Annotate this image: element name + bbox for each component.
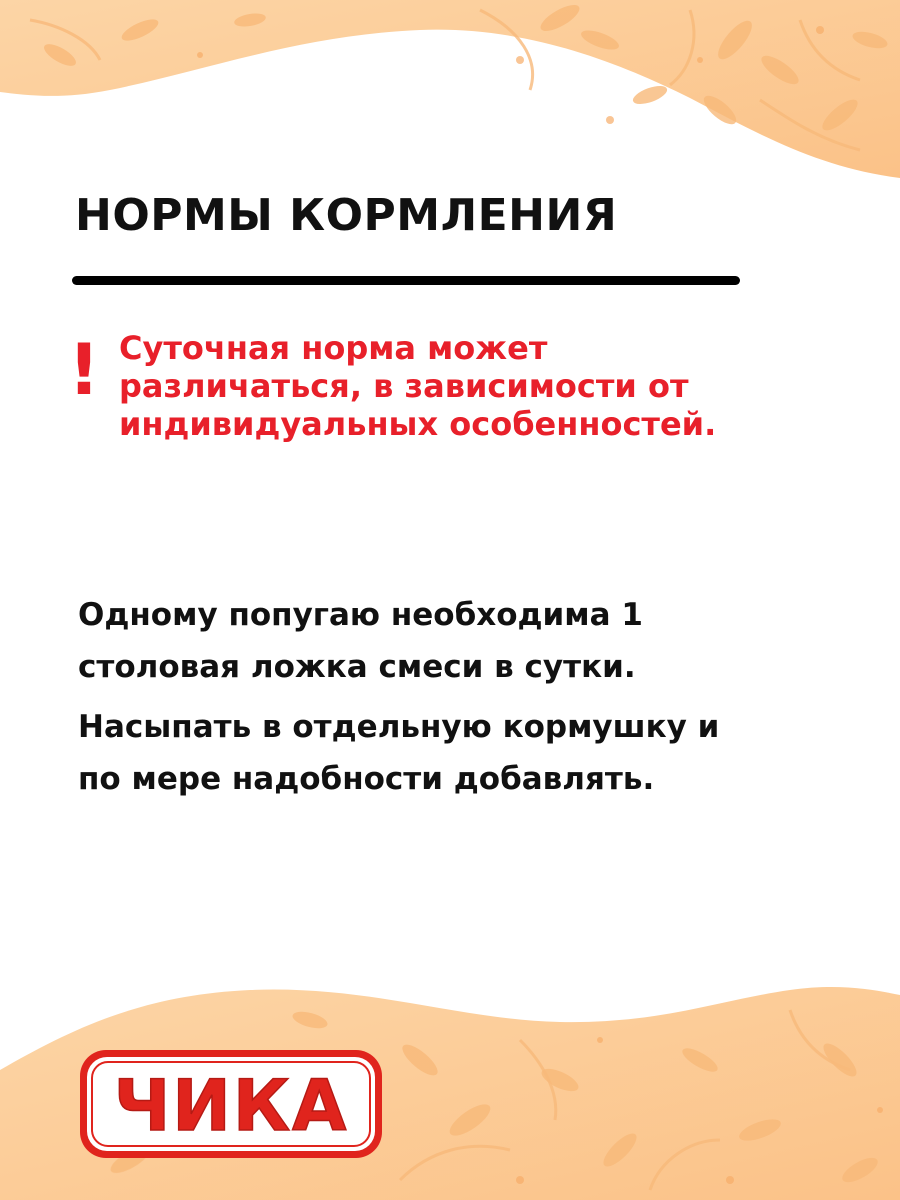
paragraph-line: Одному попугаю необходима 1	[78, 597, 643, 633]
title-underline	[72, 276, 740, 285]
warning-note	[119, 329, 759, 443]
chika-logo	[78, 1048, 384, 1160]
paragraph-line: столовая ложка смеси в сутки.	[78, 649, 636, 685]
warning-line: различаться, в зависимости от	[119, 367, 689, 405]
page-title: НОРМЫ КОРМЛЕНИЯ	[75, 190, 618, 241]
feeder-instruction-paragraph	[78, 701, 818, 805]
logo-wordmark: ЧИКА	[113, 1065, 349, 1147]
warning-exclamation-icon: !	[68, 329, 100, 411]
warning-line: индивидуальных особенностей.	[119, 405, 717, 443]
daily-portion-paragraph	[78, 589, 818, 693]
paragraph-line: по мере надобности добавлять.	[78, 761, 655, 797]
paragraph-line: Насыпать в отдельную кормушку и	[78, 709, 720, 745]
warning-line: Суточная норма может	[119, 329, 548, 367]
